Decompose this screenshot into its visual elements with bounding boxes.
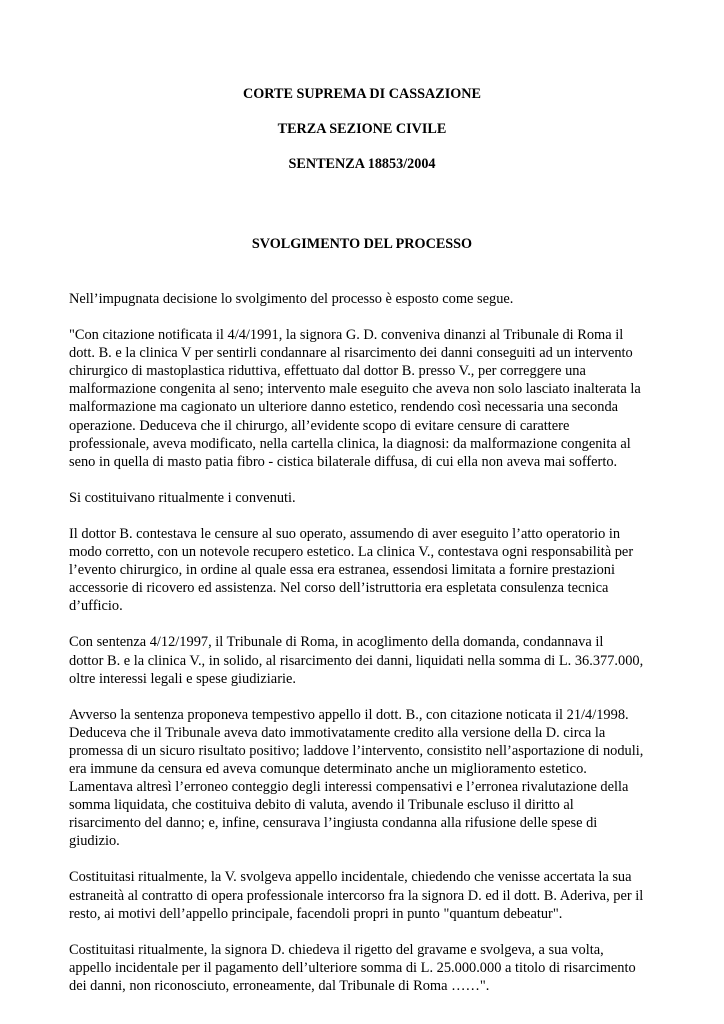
paragraph bbox=[69, 290, 669, 308]
paragraph-line: Si costituivano ritualmente i convenuti. bbox=[69, 489, 296, 506]
paragraph-line: professionale, aveva modificato, nella cartella clinica, la diagnosi: da malformazione congenita al bbox=[69, 435, 631, 452]
proceedings-title: SVOLGIMENTO DEL PROCESSO bbox=[251, 236, 473, 252]
paragraph bbox=[69, 868, 669, 922]
paragraph-line: somma liquidata, che costituiva debito di valuta, avendo il Tribunale escluso il diritto al bbox=[69, 797, 574, 814]
paragraph-line: dott. B. e la clinica V per sentirli condannare al risarcimento dei danni conseguiti ad un intervento bbox=[69, 345, 633, 362]
paragraph-line: appello incidentale per il pagamento dell’ulteriore somma di L. 25.000.000 a titolo di risarcimento bbox=[69, 959, 636, 976]
paragraph-line: Lamentava altresì l’erroneo conteggio degli interessi compensativi e l’erronea rivalutazione della bbox=[69, 779, 629, 796]
paragraph-line: era immune da censura ed aveva comunque determinato anche un miglioramento estetico. bbox=[69, 760, 587, 777]
paragraph-line: l’evento chirurgico, in ordine al quale essa era estranea, essendosi limitata a fornire prestazioni bbox=[69, 562, 615, 579]
paragraph-line: oltre interessi legali e spese giudiziarie. bbox=[69, 670, 296, 687]
paragraph-line: estraneità al contratto di opera professionale intercorso fra la signora D. ed il dott. B. Aderiva, per il bbox=[69, 887, 644, 904]
court-name-heading: CORTE SUPREMA DI CASSAZIONE bbox=[243, 86, 481, 102]
paragraph-line: malformazione ma cagionato un ulteriore danno estetico, rendendo così necessaria una seconda bbox=[69, 399, 619, 416]
section-heading: TERZA SEZIONE CIVILE bbox=[277, 121, 447, 137]
paragraph-line: Costituitasi ritualmente, la V. svolgeva appello incidentale, chiedendo che venisse accertata la sua bbox=[69, 869, 632, 886]
paragraph-line: chirurgico di mastoplastica riduttiva, effettuato dal dottor B. presso V., per correggere una bbox=[69, 363, 586, 380]
paragraph-line: malformazione congenita al seno; intervento male eseguito che aveva non solo lasciato inalterata la bbox=[69, 381, 641, 398]
paragraph bbox=[69, 326, 669, 471]
paragraph-line: Avverso la sentenza proponeva tempestivo appello il dott. B., con citazione noticata il 21/4/1998. bbox=[69, 706, 629, 723]
document-body bbox=[69, 290, 669, 1013]
paragraph bbox=[69, 525, 669, 615]
paragraph-line: dei danni, non riconosciuto, erroneamente, dal Tribunale di Roma ……". bbox=[69, 977, 490, 994]
paragraph-line: Con sentenza 4/12/1997, il Tribunale di Roma, in acoglimento della domanda, condannava il bbox=[69, 634, 604, 651]
paragraph bbox=[69, 706, 669, 851]
paragraph-line: d’ufficio. bbox=[69, 598, 123, 615]
paragraph-line: promessa di un sicuro risultato positivo; laddove l’intervento, consistito nell’asportazione di noduli, bbox=[69, 742, 644, 759]
paragraph-line: modo corretto, con un notevole recupero estetico. La clinica V., contestava ogni responsabilità per bbox=[69, 544, 634, 561]
paragraph bbox=[69, 941, 669, 995]
paragraph-line: Costituitasi ritualmente, la signora D. chiedeva il rigetto del gravame e svolgeva, a sua volta, bbox=[69, 941, 604, 958]
paragraph-line: Deduceva che il Tribunale aveva dato immotivatamente credito alla versione della D. circa la bbox=[69, 724, 606, 741]
sentence-number-heading: SENTENZA 18853/2004 bbox=[288, 156, 436, 172]
paragraph-line: resto, ai motivi dell’appello principale, facendoli propri in punto "quantum debeatur". bbox=[69, 905, 563, 922]
paragraph-line: operazione. Deduceva che il chirurgo, all’evidente scopo di evitare censure di carattere bbox=[69, 417, 570, 434]
paragraph-line: dottor B. e la clinica V., in solido, al risarcimento dei danni, liquidati nella somma di L. 36.377.000, bbox=[69, 652, 644, 669]
paragraph-line: seno in quella di masto patia fibro - cistica bilaterale diffusa, di cui ella non aveva mai sofferto. bbox=[69, 453, 618, 470]
paragraph bbox=[69, 489, 669, 507]
paragraph-line: risarcimento del danno; e, infine, censurava l’ingiusta condanna alla rifusione delle spese di bbox=[69, 815, 598, 832]
paragraph-line: "Con citazione notificata il 4/4/1991, la signora G. D. conveniva dinanzi al Tribunale di Roma il bbox=[69, 327, 624, 344]
paragraph-line: Il dottor B. contestava le censure al suo operato, assumendo di aver eseguito l’atto operatorio in bbox=[69, 525, 621, 542]
paragraph-line: accessorie di ricovero ed assistenza. Nel corso dell’istruttoria era espletata consulenza tecnica bbox=[69, 580, 609, 597]
paragraph bbox=[69, 633, 669, 687]
paragraph-line: Nell’impugnata decisione lo svolgimento del processo è esposto come segue. bbox=[69, 291, 514, 307]
paragraph-line: giudizio. bbox=[69, 833, 120, 850]
